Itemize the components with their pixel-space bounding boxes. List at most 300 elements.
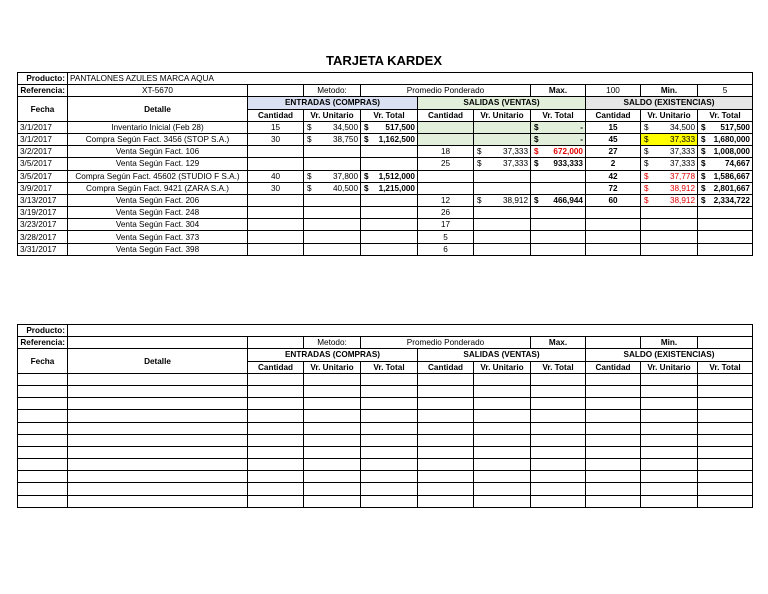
detalle-cell[interactable]: Compra Según Fact. 45602 (STUDIO F S.A.)	[68, 170, 248, 182]
saldo-total-cell[interactable]	[698, 194, 753, 206]
empty-cell[interactable]	[248, 459, 304, 471]
empty-cell[interactable]	[248, 422, 304, 434]
saldo-total-header: Vr. Total	[698, 109, 753, 121]
salidas-unitario-cell[interactable]	[474, 182, 531, 194]
empty-cell[interactable]	[304, 385, 361, 397]
entradas-cantidad-cell[interactable]	[248, 231, 304, 243]
currency-symbol: $	[644, 147, 649, 157]
entradas-cantidad-cell[interactable]	[248, 146, 304, 158]
empty-cell[interactable]	[474, 385, 531, 397]
empty-cell[interactable]	[531, 422, 586, 434]
entradas-total-cell[interactable]	[361, 207, 418, 219]
salidas-cantidad-cell[interactable]	[418, 121, 474, 133]
saldo-total-cell[interactable]	[698, 158, 753, 170]
salidas-total-cell[interactable]	[531, 231, 586, 243]
empty-cell[interactable]	[474, 422, 531, 434]
fecha-cell[interactable]: 3/5/2017	[18, 170, 68, 182]
salidas-cantidad-cell[interactable]: 5	[418, 231, 474, 243]
empty-cell[interactable]	[304, 410, 361, 422]
salidas-cantidad-cell[interactable]: 17	[418, 219, 474, 231]
empty-cell[interactable]	[18, 385, 68, 397]
saldo-unitario-cell[interactable]	[641, 219, 698, 231]
empty-cell[interactable]	[18, 398, 68, 410]
empty-cell[interactable]	[304, 422, 361, 434]
empty-cell[interactable]	[18, 471, 68, 483]
entradas-cantidad-cell[interactable]	[248, 207, 304, 219]
empty-cell[interactable]	[68, 422, 248, 434]
salidas-total-cell[interactable]	[531, 170, 586, 182]
empty-cell[interactable]	[68, 471, 248, 483]
metodo-value-2[interactable]: Promedio Ponderado	[361, 337, 531, 349]
table-row	[18, 373, 753, 385]
detalle-cell[interactable]: Venta Según Fact. 398	[68, 243, 248, 255]
empty-cell[interactable]	[304, 446, 361, 458]
empty-cell[interactable]	[68, 385, 248, 397]
entradas-cantidad-cell[interactable]: 30	[248, 182, 304, 194]
salidas-total-cell[interactable]	[531, 158, 586, 170]
currency-symbol: $	[534, 135, 539, 145]
salidas-cantidad-cell[interactable]: 26	[418, 207, 474, 219]
saldo-unitario-cell[interactable]	[641, 170, 698, 182]
salidas-total-cell[interactable]	[531, 194, 586, 206]
empty-cell[interactable]	[248, 446, 304, 458]
entradas-cantidad-cell[interactable]	[248, 219, 304, 231]
max-value-2[interactable]	[586, 337, 641, 349]
entradas-cantidad-cell[interactable]	[248, 243, 304, 255]
entradas-total-cell[interactable]	[361, 146, 418, 158]
salidas-cantidad-cell[interactable]: 6	[418, 243, 474, 255]
empty-cell[interactable]	[474, 471, 531, 483]
empty-cell[interactable]	[641, 434, 698, 446]
empty-cell[interactable]	[531, 398, 586, 410]
table-row	[18, 495, 753, 507]
entradas-unitario-cell[interactable]	[304, 170, 361, 182]
empty-cell[interactable]	[248, 471, 304, 483]
detalle-cell[interactable]: Venta Según Fact. 373	[68, 231, 248, 243]
empty-cell[interactable]	[248, 483, 304, 495]
empty-cell[interactable]	[68, 434, 248, 446]
empty-cell[interactable]	[531, 446, 586, 458]
empty-cell[interactable]	[698, 410, 753, 422]
salidas-unitario-cell[interactable]	[474, 243, 531, 255]
saldo-cantidad-cell[interactable]: 72	[586, 182, 641, 194]
entradas-cantidad-cell[interactable]	[248, 194, 304, 206]
saldo-total-cell[interactable]	[698, 146, 753, 158]
saldo-unitario-cell[interactable]	[641, 182, 698, 194]
salidas-total-cell[interactable]	[531, 133, 586, 145]
empty-cell[interactable]	[641, 446, 698, 458]
producto-value[interactable]: PANTALONES AZULES MARCA AQUA	[68, 73, 753, 85]
entradas-header-2: ENTRADAS (COMPRAS)	[248, 349, 418, 361]
empty-cell[interactable]	[531, 495, 586, 507]
max-label-2: Max.	[531, 337, 586, 349]
saldo-unitario-cell[interactable]	[641, 121, 698, 133]
salidas-cantidad-cell[interactable]	[418, 170, 474, 182]
empty-cell[interactable]	[418, 398, 474, 410]
fecha-cell[interactable]: 3/1/2017	[18, 121, 68, 133]
empty-cell[interactable]	[304, 471, 361, 483]
empty-cell[interactable]	[531, 434, 586, 446]
empty-cell[interactable]	[531, 385, 586, 397]
empty-cell[interactable]	[641, 471, 698, 483]
saldo-total-cell-value: 517,500	[720, 122, 750, 132]
referencia-value-2[interactable]	[68, 337, 248, 349]
salidas-total-cell[interactable]	[531, 121, 586, 133]
empty-cell[interactable]	[474, 446, 531, 458]
empty-cell[interactable]	[586, 398, 641, 410]
salidas-total-cell[interactable]	[531, 243, 586, 255]
empty-cell[interactable]	[361, 422, 418, 434]
empty-cell[interactable]	[586, 483, 641, 495]
table-row	[18, 243, 753, 255]
metodo-value[interactable]: Promedio Ponderado	[361, 85, 531, 97]
entradas-unitario-cell[interactable]	[304, 146, 361, 158]
metodo-label-2: Metodo:	[304, 337, 361, 349]
salidas-cantidad-cell[interactable]: 12	[418, 194, 474, 206]
empty-cell[interactable]	[361, 471, 418, 483]
entradas-unitario-cell[interactable]	[304, 243, 361, 255]
empty-cell[interactable]	[18, 459, 68, 471]
fecha-cell[interactable]: 3/5/2017	[18, 158, 68, 170]
currency-symbol: $	[307, 135, 312, 145]
saldo-header: SALDO (EXISTENCIAS)	[586, 97, 753, 109]
salidas-cantidad-cell[interactable]: 25	[418, 158, 474, 170]
detalle-cell[interactable]: Venta Según Fact. 206	[68, 194, 248, 206]
entradas-total-cell[interactable]	[361, 182, 418, 194]
entradas-total-cell[interactable]	[361, 243, 418, 255]
saldo-total-cell[interactable]	[698, 170, 753, 182]
empty-cell[interactable]	[474, 373, 531, 385]
table-row	[18, 410, 753, 422]
max-value[interactable]: 100	[586, 85, 641, 97]
currency-symbol: $	[477, 195, 482, 205]
fecha-cell[interactable]: 3/13/2017	[18, 194, 68, 206]
salidas-total-cell[interactable]	[531, 207, 586, 219]
empty-cell[interactable]	[641, 495, 698, 507]
table-row	[18, 459, 753, 471]
empty-cell[interactable]	[474, 434, 531, 446]
salidas-header-2: SALIDAS (VENTAS)	[418, 349, 586, 361]
salidas-unitario-cell[interactable]	[474, 133, 531, 145]
table-row	[18, 231, 753, 243]
empty-cell[interactable]	[586, 434, 641, 446]
empty-cell[interactable]	[418, 446, 474, 458]
empty-cell[interactable]	[474, 495, 531, 507]
empty-cell[interactable]	[361, 483, 418, 495]
empty-cell[interactable]	[304, 398, 361, 410]
detalle-cell[interactable]: Inventario Inicial (Feb 28)	[68, 121, 248, 133]
detalle-header: Detalle	[68, 97, 248, 121]
empty-cell[interactable]	[304, 434, 361, 446]
entradas-unitario-cell[interactable]	[304, 182, 361, 194]
salidas-header: SALIDAS (VENTAS)	[418, 97, 586, 109]
salidas-unitario-cell[interactable]	[474, 219, 531, 231]
empty-cell[interactable]	[698, 459, 753, 471]
empty-cell[interactable]	[18, 434, 68, 446]
empty-cell[interactable]	[248, 385, 304, 397]
saldo-total-cell-value: 2,801,667	[713, 183, 750, 193]
entradas-total-cell-value: 517,500	[385, 122, 415, 132]
salidas-total-cell[interactable]	[531, 219, 586, 231]
empty-cell[interactable]	[361, 495, 418, 507]
empty-cell[interactable]	[18, 422, 68, 434]
empty-cell[interactable]	[641, 373, 698, 385]
empty-cell[interactable]	[248, 373, 304, 385]
entradas-cantidad-cell[interactable]: 30	[248, 133, 304, 145]
saldo-unitario-cell[interactable]	[641, 146, 698, 158]
table-row	[18, 170, 753, 182]
saldo-cantidad-cell[interactable]	[586, 243, 641, 255]
saldo-cantidad-cell[interactable]	[586, 219, 641, 231]
currency-symbol: $	[307, 171, 312, 181]
currency-symbol: $	[534, 195, 539, 205]
detalle-cell[interactable]: Venta Según Fact. 304	[68, 219, 248, 231]
fecha-cell[interactable]: 3/28/2017	[18, 231, 68, 243]
saldo-cantidad-cell[interactable]: 2	[586, 158, 641, 170]
saldo-cantidad-cell[interactable]	[586, 207, 641, 219]
empty-cell[interactable]	[361, 434, 418, 446]
saldo-unitario-cell[interactable]	[641, 231, 698, 243]
fecha-cell[interactable]: 3/1/2017	[18, 133, 68, 145]
salidas-unitario-cell[interactable]	[474, 121, 531, 133]
empty-cell[interactable]	[531, 410, 586, 422]
empty-cell[interactable]	[641, 483, 698, 495]
entradas-unitario-cell[interactable]	[304, 231, 361, 243]
entradas-total-cell-value: 1,512,000	[378, 171, 415, 181]
entradas-cantidad-cell[interactable]: 15	[248, 121, 304, 133]
saldo-cantidad-cell[interactable]: 15	[586, 121, 641, 133]
empty-cell[interactable]	[531, 483, 586, 495]
empty-cell[interactable]	[418, 483, 474, 495]
empty-cell[interactable]	[418, 495, 474, 507]
empty-cell[interactable]	[361, 398, 418, 410]
empty-cell[interactable]	[248, 410, 304, 422]
empty-cell[interactable]	[474, 410, 531, 422]
empty-cell[interactable]	[418, 459, 474, 471]
entradas-total-cell[interactable]	[361, 133, 418, 145]
fecha-cell[interactable]: 3/31/2017	[18, 243, 68, 255]
empty-cell[interactable]	[698, 446, 753, 458]
salidas-total-cell[interactable]	[531, 146, 586, 158]
saldo-cantidad-cell[interactable]: 45	[586, 133, 641, 145]
empty-cell[interactable]	[641, 410, 698, 422]
currency-symbol: $	[701, 122, 706, 132]
empty-cell[interactable]	[418, 373, 474, 385]
entradas-unitario-cell[interactable]	[304, 207, 361, 219]
empty-cell[interactable]	[248, 495, 304, 507]
empty-cell[interactable]	[418, 471, 474, 483]
empty-cell[interactable]	[586, 385, 641, 397]
min-value-2[interactable]	[698, 337, 753, 349]
entradas-cantidad-cell[interactable]	[248, 158, 304, 170]
empty-cell[interactable]	[586, 446, 641, 458]
salidas-unitario-cell[interactable]	[474, 231, 531, 243]
kardex-table-1	[17, 72, 753, 256]
empty-cell[interactable]	[418, 410, 474, 422]
saldo-unitario-header: Vr. Unitario	[641, 109, 698, 121]
currency-symbol: $	[477, 147, 482, 157]
empty-cell[interactable]	[248, 398, 304, 410]
saldo-total-cell[interactable]	[698, 207, 753, 219]
empty-cell[interactable]	[698, 495, 753, 507]
detalle-cell[interactable]: Compra Según Fact. 9421 (ZARA S.A.)	[68, 182, 248, 194]
salidas-unitario-cell[interactable]	[474, 207, 531, 219]
saldo-cantidad-cell[interactable]	[586, 231, 641, 243]
entradas-total-cell[interactable]	[361, 170, 418, 182]
saldo-total-cell[interactable]	[698, 182, 753, 194]
table-row	[18, 133, 753, 145]
salidas-unitario-cell-value: 38,912	[502, 195, 528, 205]
salidas-cantidad-cell[interactable]: 18	[418, 146, 474, 158]
empty-cell[interactable]	[641, 459, 698, 471]
empty-cell[interactable]	[641, 398, 698, 410]
entradas-cantidad-cell[interactable]: 40	[248, 170, 304, 182]
entradas-total-header-2: Vr. Total	[361, 361, 418, 373]
empty-cell[interactable]	[698, 398, 753, 410]
saldo-total-cell[interactable]	[698, 243, 753, 255]
empty-cell[interactable]	[304, 373, 361, 385]
empty-cell[interactable]	[18, 483, 68, 495]
saldo-cantidad-cell[interactable]: 42	[586, 170, 641, 182]
detalle-cell[interactable]: Venta Según Fact. 106	[68, 146, 248, 158]
empty-cell[interactable]	[68, 446, 248, 458]
fecha-cell[interactable]: 3/9/2017	[18, 182, 68, 194]
saldo-total-cell[interactable]	[698, 231, 753, 243]
currency-symbol: $	[644, 122, 649, 132]
empty-cell[interactable]	[304, 483, 361, 495]
saldo-unitario-cell[interactable]	[641, 158, 698, 170]
referencia-label: Referencia:	[18, 85, 68, 97]
empty-cell[interactable]	[418, 422, 474, 434]
empty-cell[interactable]	[18, 446, 68, 458]
empty-cell[interactable]	[68, 373, 248, 385]
page-title: TARJETA KARDEX	[325, 53, 443, 68]
empty-cell[interactable]	[586, 471, 641, 483]
empty-cell[interactable]	[698, 385, 753, 397]
currency-symbol: $	[644, 159, 649, 169]
empty-cell[interactable]	[531, 471, 586, 483]
empty-cell[interactable]	[531, 459, 586, 471]
empty-cell[interactable]	[641, 385, 698, 397]
salidas-unitario-cell[interactable]	[474, 170, 531, 182]
table-row	[18, 422, 753, 434]
empty-cell[interactable]	[531, 373, 586, 385]
salidas-unitario-cell[interactable]	[474, 158, 531, 170]
min-label: Min.	[641, 85, 698, 97]
empty-cell[interactable]	[18, 410, 68, 422]
empty-cell[interactable]	[698, 434, 753, 446]
producto-value-2[interactable]	[68, 325, 753, 337]
empty-cell[interactable]	[418, 385, 474, 397]
saldo-total-cell-value: 1,680,000	[713, 135, 750, 145]
detalle-header-2: Detalle	[68, 349, 248, 373]
empty-cell[interactable]	[586, 373, 641, 385]
detalle-cell[interactable]: Compra Según Fact. 3456 (STOP S.A.)	[68, 133, 248, 145]
detalle-cell[interactable]: Venta Según Fact. 248	[68, 207, 248, 219]
salidas-total-cell[interactable]	[531, 182, 586, 194]
salidas-unitario-cell[interactable]	[474, 194, 531, 206]
fecha-cell[interactable]: 3/23/2017	[18, 219, 68, 231]
saldo-unitario-cell[interactable]	[641, 194, 698, 206]
fecha-header: Fecha	[18, 97, 68, 121]
saldo-total-cell[interactable]	[698, 219, 753, 231]
salidas-cantidad-cell[interactable]	[418, 133, 474, 145]
entradas-total-cell[interactable]	[361, 219, 418, 231]
saldo-unitario-header-2: Vr. Unitario	[641, 361, 698, 373]
empty-cell[interactable]	[68, 398, 248, 410]
empty-cell[interactable]	[586, 459, 641, 471]
empty-cell[interactable]	[361, 373, 418, 385]
empty-cell[interactable]	[698, 471, 753, 483]
salidas-unitario-cell[interactable]	[474, 146, 531, 158]
table-row	[18, 434, 753, 446]
fecha-cell[interactable]: 3/19/2017	[18, 207, 68, 219]
empty-cell[interactable]	[474, 398, 531, 410]
empty-cell[interactable]	[474, 483, 531, 495]
empty-cell[interactable]	[698, 422, 753, 434]
entradas-unitario-cell[interactable]	[304, 194, 361, 206]
entradas-unitario-cell[interactable]	[304, 121, 361, 133]
empty-cell[interactable]	[68, 483, 248, 495]
empty-cell[interactable]	[248, 434, 304, 446]
min-value[interactable]: 5	[698, 85, 753, 97]
saldo-total-cell-value: 2,334,722	[713, 195, 750, 205]
empty-cell[interactable]	[68, 410, 248, 422]
empty-cell[interactable]	[698, 373, 753, 385]
empty-cell[interactable]	[641, 422, 698, 434]
entradas-total-cell[interactable]	[361, 121, 418, 133]
saldo-total-cell-value: 1,008,000	[713, 147, 750, 157]
saldo-total-cell[interactable]	[698, 133, 753, 145]
entradas-unitario-cell[interactable]	[304, 219, 361, 231]
empty-cell[interactable]	[586, 495, 641, 507]
entradas-total-cell[interactable]	[361, 194, 418, 206]
empty-cell[interactable]	[18, 495, 68, 507]
saldo-cantidad-cell[interactable]: 27	[586, 146, 641, 158]
saldo-unitario-cell[interactable]	[641, 207, 698, 219]
empty-cell[interactable]	[474, 459, 531, 471]
empty-cell[interactable]	[361, 410, 418, 422]
empty-cell[interactable]	[68, 459, 248, 471]
saldo-total-cell[interactable]	[698, 121, 753, 133]
empty-cell[interactable]	[586, 410, 641, 422]
referencia-value[interactable]: XT-5670	[68, 85, 248, 97]
entradas-total-cell[interactable]	[361, 158, 418, 170]
salidas-unitario-cell-value: 37,333	[502, 147, 528, 157]
empty-cell[interactable]	[418, 434, 474, 446]
empty-cell[interactable]	[18, 373, 68, 385]
empty-cell[interactable]	[361, 385, 418, 397]
entradas-total-cell[interactable]	[361, 231, 418, 243]
saldo-unitario-cell[interactable]	[641, 243, 698, 255]
saldo-unitario-cell[interactable]	[641, 133, 698, 145]
entradas-unitario-cell[interactable]	[304, 158, 361, 170]
saldo-cantidad-cell[interactable]: 60	[586, 194, 641, 206]
empty-cell[interactable]	[586, 422, 641, 434]
empty-cell[interactable]	[304, 459, 361, 471]
empty-cell[interactable]	[361, 446, 418, 458]
empty-cell[interactable]	[698, 483, 753, 495]
saldo-unitario-cell-value: 38,912	[669, 195, 695, 205]
currency-symbol: $	[701, 147, 706, 157]
fecha-cell[interactable]: 3/2/2017	[18, 146, 68, 158]
entradas-unitario-cell[interactable]	[304, 133, 361, 145]
empty-cell[interactable]	[68, 495, 248, 507]
detalle-cell[interactable]: Venta Según Fact. 129	[68, 158, 248, 170]
empty-cell[interactable]	[304, 495, 361, 507]
salidas-cantidad-cell[interactable]	[418, 182, 474, 194]
empty-cell[interactable]	[361, 459, 418, 471]
